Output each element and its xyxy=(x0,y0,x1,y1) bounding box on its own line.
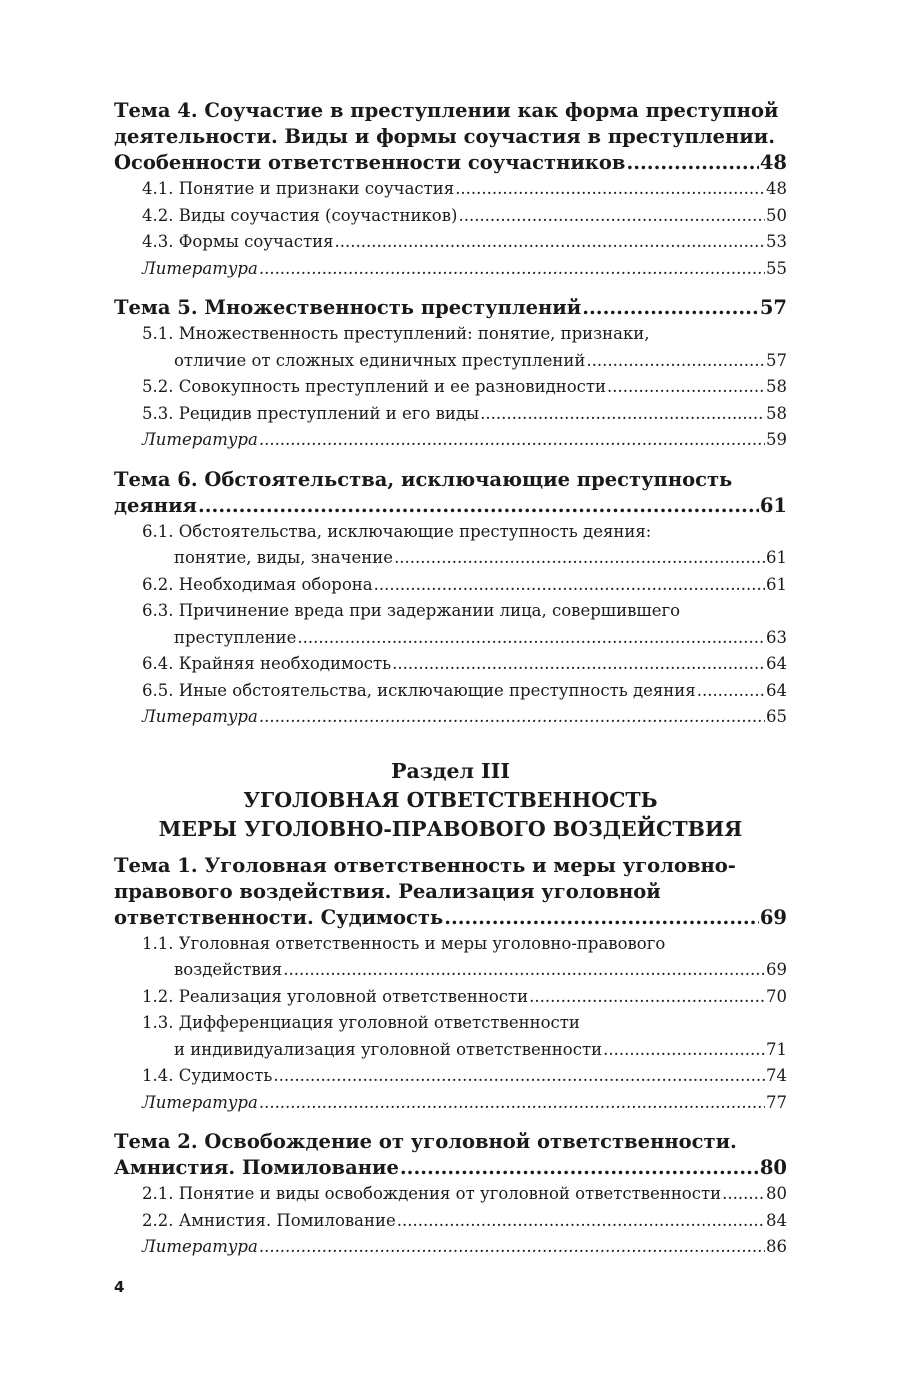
toc-literature[interactable] xyxy=(142,1234,787,1261)
toc-entry-row xyxy=(142,678,787,705)
dot-leader xyxy=(607,374,765,401)
toc-subtopic[interactable] xyxy=(142,203,787,230)
dot-leader xyxy=(273,1063,765,1090)
toc-subtopic[interactable] xyxy=(142,678,787,705)
toc-entry-text: Литература xyxy=(142,1237,258,1256)
toc-entry-row xyxy=(142,1181,787,1208)
toc-entry-row xyxy=(142,203,787,230)
dot-leader xyxy=(400,1155,759,1181)
toc-entry-text: Тема 6. Обстоятельства, исключающие преступность xyxy=(114,467,733,491)
dot-leader xyxy=(259,704,765,731)
toc-entry-text: Особенности ответственности соучастников xyxy=(114,151,626,174)
toc-entry-text: деятельности. Виды и формы соучастия в преступлении. xyxy=(114,125,775,148)
toc-entry-text: 1.3. Дифференциация уголовной ответственности xyxy=(142,1013,580,1032)
toc-entry-row xyxy=(114,1155,787,1181)
toc-topic[interactable] xyxy=(114,1129,787,1181)
dot-leader xyxy=(529,984,765,1011)
table-of-contents xyxy=(114,98,787,1261)
toc-subtopic[interactable] xyxy=(142,401,787,428)
dot-leader xyxy=(603,1037,765,1064)
toc-entry-row xyxy=(142,427,787,454)
toc-subtopic[interactable] xyxy=(142,321,787,374)
dot-leader xyxy=(626,150,758,176)
toc-subtopic[interactable] xyxy=(142,984,787,1011)
toc-entry-text: отличие от сложных единичных преступлений xyxy=(174,350,586,370)
toc-subtopic[interactable] xyxy=(142,229,787,256)
toc-entry-text: 6.5. Иные обстоятельства, исключающие преступность деяния xyxy=(142,680,696,700)
toc-entry-text: 1.2. Реализация уголовной ответственности xyxy=(142,986,529,1006)
toc-page-number: 57 xyxy=(759,296,787,319)
toc-entry-text: 6.2. Необходимая оборона xyxy=(142,574,373,594)
dot-leader xyxy=(259,427,765,454)
dot-leader xyxy=(335,229,765,256)
toc-entry-text: Тема 2. Освобождение от уголовной ответственности. xyxy=(114,1130,737,1153)
toc-subtopic[interactable] xyxy=(142,374,787,401)
dot-leader xyxy=(480,401,765,428)
toc-entry-text: Тема 4. Соучастие в преступлении как форма преступной xyxy=(114,99,779,122)
toc-topic[interactable] xyxy=(114,98,787,176)
toc-page-number: 71 xyxy=(766,1039,787,1059)
toc-entry-row xyxy=(142,229,787,256)
toc-entry-row xyxy=(174,348,787,375)
dot-leader xyxy=(283,957,765,984)
toc-subtopic[interactable] xyxy=(142,1010,787,1063)
toc-page-number: 65 xyxy=(766,707,787,726)
toc-entry-row xyxy=(142,176,787,203)
toc-subtopic[interactable] xyxy=(142,572,787,599)
toc-topic[interactable] xyxy=(114,853,787,931)
toc-page-number: 48 xyxy=(759,151,787,174)
toc-subtopic[interactable] xyxy=(142,1063,787,1090)
toc-entry-text: 6.1. Обстоятельства, исключающие преступность деяния: xyxy=(142,521,652,541)
dot-leader xyxy=(259,1234,765,1261)
toc-subtopic[interactable] xyxy=(142,1181,787,1208)
dot-leader xyxy=(697,678,765,705)
toc-entry-text: деяния xyxy=(114,493,197,517)
dot-leader xyxy=(392,651,765,678)
dot-leader xyxy=(259,1090,765,1117)
toc-entry-row xyxy=(142,651,787,678)
dot-leader xyxy=(586,348,765,375)
toc-entry-row xyxy=(174,1037,787,1064)
section-heading-line: УГОЛОВНАЯ ОТВЕТСТВЕННОСТЬ xyxy=(243,787,658,812)
toc-page-number: 58 xyxy=(766,377,787,396)
toc-subtopic[interactable] xyxy=(142,651,787,678)
dot-leader xyxy=(198,493,759,519)
toc-literature[interactable] xyxy=(142,427,787,454)
toc-entry-text: 5.3. Рецидив преступлений и его виды xyxy=(142,403,480,423)
toc-entry-text: 1.4. Судимость xyxy=(142,1066,273,1085)
toc-page-number: 69 xyxy=(759,905,787,929)
toc-subtopic[interactable] xyxy=(142,598,787,651)
toc-entry-row xyxy=(114,493,787,519)
toc-entry-row xyxy=(142,704,787,731)
toc-page-number: 59 xyxy=(766,430,787,449)
dot-leader xyxy=(455,176,765,203)
toc-entry-text: Литература xyxy=(142,1092,258,1112)
toc-subtopic[interactable] xyxy=(142,931,787,984)
toc-entry-row xyxy=(114,295,787,321)
toc-entry-text: ответственности. Судимость xyxy=(114,905,444,929)
toc-literature[interactable] xyxy=(142,256,787,283)
toc-entry-row xyxy=(174,625,787,652)
toc-page-number: 61 xyxy=(766,548,787,567)
toc-page-number: 70 xyxy=(766,986,787,1006)
dot-leader xyxy=(374,572,765,599)
toc-entry-row xyxy=(142,572,787,599)
toc-entry-row xyxy=(142,1090,787,1117)
toc-entry-row xyxy=(114,150,787,176)
toc-entry-text: 4.1. Понятие и признаки соучастия xyxy=(142,179,455,198)
toc-entry-row xyxy=(142,256,787,283)
toc-page-number: 80 xyxy=(759,1156,787,1179)
toc-entry-text: преступление xyxy=(174,627,297,647)
toc-page-number: 80 xyxy=(766,1184,787,1203)
toc-entry-row xyxy=(114,905,787,931)
toc-literature[interactable] xyxy=(142,1090,787,1117)
section-heading xyxy=(114,757,787,844)
toc-entry-text: и индивидуализация уголовной ответственности xyxy=(174,1039,603,1059)
toc-topic[interactable] xyxy=(114,467,787,519)
toc-page-number: 74 xyxy=(766,1066,787,1085)
toc-subtopic[interactable] xyxy=(142,519,787,572)
toc-page-number: 63 xyxy=(766,627,787,647)
toc-subtopic[interactable] xyxy=(142,176,787,203)
toc-entry-row xyxy=(174,957,787,984)
toc-entry-text: 5.1. Множественность преступлений: понятие, признаки, xyxy=(142,324,650,343)
toc-entry-text: 2.1. Понятие и виды освобождения от уголовной ответственности xyxy=(142,1184,722,1203)
toc-entry-text: 2.2. Амнистия. Помилование xyxy=(142,1210,396,1230)
toc-entry-row xyxy=(174,545,787,572)
toc-entry-text: Литература xyxy=(142,707,258,726)
dot-leader xyxy=(397,1208,765,1235)
dot-leader xyxy=(297,625,765,652)
toc-page-number: 64 xyxy=(766,680,787,700)
toc-entry-row xyxy=(142,1234,787,1261)
toc-entry-text: Тема 1. Уголовная ответственность и меры уголовно- xyxy=(114,853,736,877)
toc-page-number: 61 xyxy=(759,493,787,517)
toc-page-number: 77 xyxy=(766,1092,787,1112)
toc-entry-text: 4.3. Формы соучастия xyxy=(142,232,334,251)
toc-entry-text: 5.2. Совокупность преступлений и ее разновидности xyxy=(142,377,607,396)
toc-entry-row xyxy=(142,401,787,428)
toc-entry-text: 6.4. Крайняя необходимость xyxy=(142,654,392,673)
toc-entry-text: Литература xyxy=(142,430,258,449)
toc-entry-text: Тема 5. Множественность преступлений xyxy=(114,296,582,319)
section-heading-line: МЕРЫ УГОЛОВНО-ПРАВОВОГО ВОЗДЕЙСТВИЯ xyxy=(158,816,743,841)
toc-entry-text: правового воздействия. Реализация уголовной xyxy=(114,879,661,903)
toc-page-number: 57 xyxy=(766,350,787,370)
toc-topic[interactable] xyxy=(114,295,787,321)
toc-entry-text: 1.1. Уголовная ответственность и меры уголовно-правового xyxy=(142,933,666,953)
toc-page-number: 53 xyxy=(766,232,787,251)
toc-page-number: 50 xyxy=(766,205,787,225)
toc-page-number: 64 xyxy=(766,654,787,673)
page-number: 4 xyxy=(114,1278,125,1296)
dot-leader xyxy=(444,905,759,931)
toc-subtopic[interactable] xyxy=(142,1208,787,1235)
toc-entry-text: Амнистия. Помилование xyxy=(114,1156,399,1179)
toc-page-number: 55 xyxy=(766,258,787,278)
toc-entry-text: 4.2. Виды соучастия (соучастников) xyxy=(142,205,458,225)
toc-entry-row xyxy=(142,1063,787,1090)
toc-entry-row xyxy=(142,1208,787,1235)
dot-leader xyxy=(582,295,759,321)
toc-page-number: 86 xyxy=(766,1237,787,1256)
dot-leader xyxy=(722,1181,765,1208)
toc-entry-text: воздействия xyxy=(174,960,283,979)
toc-entry-row xyxy=(142,374,787,401)
section-heading-line: Раздел III xyxy=(391,758,510,783)
toc-page-number: 69 xyxy=(766,960,787,979)
toc-entry-text: 6.3. Причинение вреда при задержании лица, совершившего xyxy=(142,601,681,620)
toc-entry-text: понятие, виды, значение xyxy=(174,548,394,567)
toc-literature[interactable] xyxy=(142,704,787,731)
dot-leader xyxy=(394,545,765,572)
toc-page-number: 58 xyxy=(766,403,787,423)
dot-leader xyxy=(259,256,765,283)
toc-page-number: 61 xyxy=(766,574,787,594)
dot-leader xyxy=(458,203,765,230)
toc-entry-text: Литература xyxy=(142,258,258,278)
toc-entry-row xyxy=(142,984,787,1011)
toc-page-number: 84 xyxy=(766,1210,787,1230)
toc-page-number: 48 xyxy=(766,179,787,198)
